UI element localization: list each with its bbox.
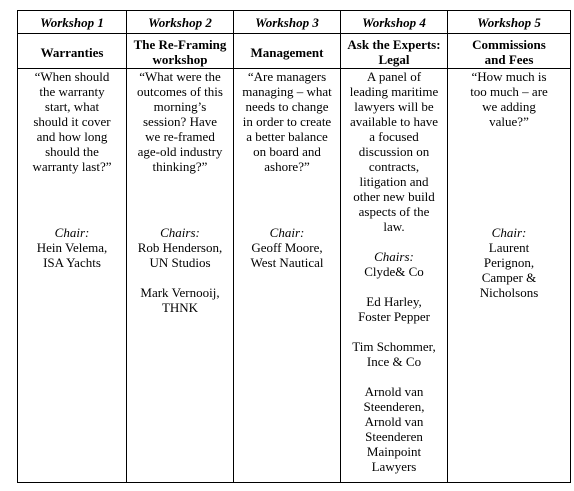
workshop-3-chairs: Chair: Geoff Moore, West Nautical xyxy=(238,225,336,270)
workshop-4-title-cell xyxy=(341,34,448,69)
workshop-1-chairs: Chair: Hein Velema, ISA Yachts xyxy=(22,225,122,270)
chairs-label: Chairs: xyxy=(160,225,200,240)
heading-row xyxy=(18,11,571,34)
workshop-2-heading: Workshop 2 xyxy=(148,14,212,30)
workshop-4-description: A panel of leading maritime lawyers will be available to have a focused discussion on contracts, litigation and other new build aspects of the law. xyxy=(349,69,439,234)
workshop-3-body-cell xyxy=(234,69,341,483)
workshop-5-body-cell xyxy=(448,69,571,483)
workshop-3-title-cell xyxy=(234,34,341,69)
workshop-3-description: “Are managers managing – what needs to change in order to create a better balance on board and ashore?” xyxy=(242,69,332,174)
workshop-1-description: “When should the warranty start, what should it cover and how long should the warranty last?” xyxy=(32,69,112,174)
workshop-2-chairs: Chairs: Rob Henderson, UN Studios Mark Vernooij, THNK xyxy=(131,225,229,315)
workshop-4-body-cell xyxy=(341,69,448,483)
workshop-2-body-cell xyxy=(127,69,234,483)
workshop-4-heading: Workshop 4 xyxy=(362,14,426,30)
workshop-2-heading-cell xyxy=(127,11,234,34)
chair-label: Chair: xyxy=(491,225,527,240)
workshop-2-description: “What were the outcomes of this morning’s session? Have we re-framed age-old industry thinking?” xyxy=(137,69,223,174)
workshop-4-title: Ask the Experts: Legal xyxy=(347,37,441,67)
workshop-2-title: The Re-Framing workshop xyxy=(133,37,227,67)
workshop-5-title-cell xyxy=(448,34,571,69)
title-row xyxy=(18,34,571,69)
workshop-3-title: Management xyxy=(250,45,324,60)
workshop-1-heading-cell xyxy=(18,11,127,34)
workshop-1-body-cell xyxy=(18,69,127,483)
chairs-label: Chairs: xyxy=(374,249,414,264)
workshop-4-chairs: Chairs: Clyde& Co Ed Harley, Foster Pepper Tim Schommer, Ince & Co Arnold van Steenderen, Arnold van Steenderen Mainpoint Lawyers xyxy=(345,249,443,474)
workshop-1-title-cell xyxy=(18,34,127,69)
workshop-2-title-cell xyxy=(127,34,234,69)
chair-label: Chair: xyxy=(54,225,90,240)
workshop-3-heading: Workshop 3 xyxy=(255,14,319,30)
workshop-4-heading-cell xyxy=(341,11,448,34)
workshop-1-heading: Workshop 1 xyxy=(40,14,104,30)
body-row xyxy=(18,69,571,483)
workshop-5-chairs: Chair: Laurent Perignon, Camper & Nicholsons xyxy=(452,225,566,300)
workshop-table xyxy=(17,10,571,483)
workshop-1-title: Warranties xyxy=(40,45,104,60)
workshop-5-title: Commissions and Fees xyxy=(472,37,546,67)
chair-label: Chair: xyxy=(269,225,305,240)
workshop-5-description: “How much is too much – are we adding value?” xyxy=(470,69,548,129)
workshop-3-heading-cell xyxy=(234,11,341,34)
workshop-5-heading-cell xyxy=(448,11,571,34)
workshop-5-heading: Workshop 5 xyxy=(477,14,541,30)
